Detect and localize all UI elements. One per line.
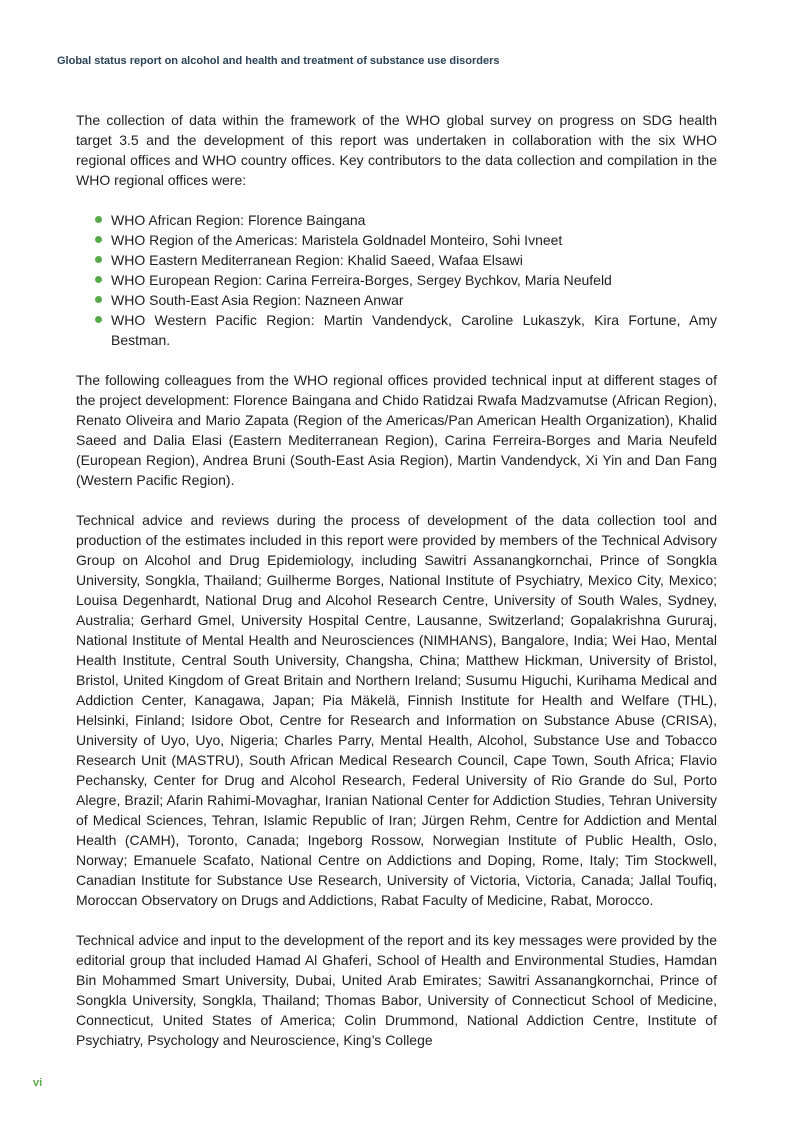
bullet-icon xyxy=(95,216,102,223)
document-body xyxy=(76,110,717,1070)
paragraph-editorial-group: Technical advice and input to the development of the report and its key messages were provided by the editorial group that included Hamad Al Ghaferi, School of Health and Environmental Studies, Hamdan Bin Mohammed Smart University, Dubai, United Arab Emirates; Sawitri Assanangkornchai, Prince of Songkla University, Songkla, Thailand; Thomas Babor, University of Connecticut School of Medicine, Connecticut, United States of America; Colin Drummond, National Addiction Centre, Institute of Psychiatry, Psychology and Neuroscience, King’s College xyxy=(76,932,717,1048)
bullet-icon xyxy=(95,316,102,323)
paragraph-technical-advisory-group: Technical advice and reviews during the process of development of the data collection tool and production of the estimates included in this report were provided by members of the Technical Advisory Group on Alcohol and Drug Epidemiology, including Sawitri Assanangkornchai, Prince of Songkla University, Songkla, Thailand; Guilherme Borges, National Institute of Psychiatry, Mexico City, Mexico; Louisa Degenhardt, National Drug and Alcohol Research Centre, University of South Wales, Sydney, Australia; Gerhard Gmel, University Hospital Centre, Lausanne, Switzerland; Gopalakrishna Gururaj, National Institute of Mental Health and Neurosciences (NIMHANS), Bangalore, India; Wei Hao, Mental Health Institute, Central South University, Changsha, China; Matthew Hickman, University of Bristol, Bristol, United Kingdom of Great Britain and Northern Ireland; Susumu Higuchi, Kurihama Medical and Addiction Center, Kanagawa, Japan; Pia Mäkelä, Finnish Institute for Health and Welfare (THL), Helsinki, Finland; Isidore Obot, Centre for Research and Information on Substance Abuse (CRISA), University of Uyo, Uyo, Nigeria; Charles Parry, Mental Health, Alcohol, Substance Use and Tobacco Research Unit (MASTRU), South African Medical Research Council, Cape Town, South Africa; Flavio Pechansky, Center for Drug and Alcohol Research, Federal University of Rio Grande do Sul, Porto Alegre, Brazil; Afarin Rahimi-Movaghar, Iranian National Center for Addiction Studies, Tehran University of Medical Sciences, Tehran, Islamic Republic of Iran; Jürgen Rehm, Centre for Addiction and Mental Health (CAMH), Toronto, Canada; Ingeborg Rossow, Norwegian Institute of Public Health, Oslo, Norway; Emanuele Scafato, National Centre on Addictions and Doping, Rome, Italy; Tim Stockwell, Canadian Institute for Substance Use Research, University of Victoria, Victoria, Canada; Jallal Toufiq, Moroccan Observatory on Drugs and Addictions, Rabat Faculty of Medicine, Rabat, Morocco. xyxy=(76,512,717,908)
list-item xyxy=(111,230,717,250)
list-item-text: WHO African Region: Florence Baingana xyxy=(111,212,366,228)
list-item xyxy=(111,290,717,310)
regional-contributors-list xyxy=(76,210,717,350)
list-item xyxy=(111,250,717,270)
bullet-icon xyxy=(95,276,102,283)
list-item xyxy=(111,310,717,350)
bullet-icon xyxy=(95,236,102,243)
bullet-icon xyxy=(95,256,102,263)
paragraph-regional-colleagues: The following colleagues from the WHO regional offices provided technical input at different stages of the project development: Florence Baingana and Chido Ratidzai Rwafa Madzvamutse (African Region), Renato Oliveira and Mario Zapata (Region of the Americas/Pan American Health Organization), Khalid Saeed and Dalia Elasi (Eastern Mediterranean Region), Carina Ferreira-Borges and Maria Neufeld (European Region), Andrea Bruni (South-East Asia Region), Martin Vandendyck, Xi Yin and Dan Fang (Western Pacific Region). xyxy=(76,372,717,488)
list-item-text: WHO Region of the Americas: Maristela Goldnadel Monteiro, Sohi Ivneet xyxy=(111,232,563,248)
list-item-text: WHO Eastern Mediterranean Region: Khalid Saeed, Wafaa Elsawi xyxy=(111,252,523,268)
list-item-text: WHO European Region: Carina Ferreira-Borges, Sergey Bychkov, Maria Neufeld xyxy=(111,272,612,288)
page-number: vi xyxy=(33,1077,43,1089)
list-item xyxy=(111,270,717,290)
list-item-text: WHO Western Pacific Region: Martin Vandendyck, Caroline Lukaszyk, Kira Fortune, Amy Bestman. xyxy=(111,312,717,348)
bullet-icon xyxy=(95,296,102,303)
paragraph-data-collection: The collection of data within the framework of the WHO global survey on progress on SDG health target 3.5 and the development of this report was undertaken in collaboration with the six WHO regional offices and WHO country offices. Key contributors to the data collection and compilation in the WHO regional offices were: xyxy=(76,112,717,188)
running-header: Global status report on alcohol and health and treatment of substance use disorders xyxy=(57,55,500,67)
list-item-text: WHO South-East Asia Region: Nazneen Anwar xyxy=(111,292,404,308)
list-item xyxy=(111,210,717,230)
